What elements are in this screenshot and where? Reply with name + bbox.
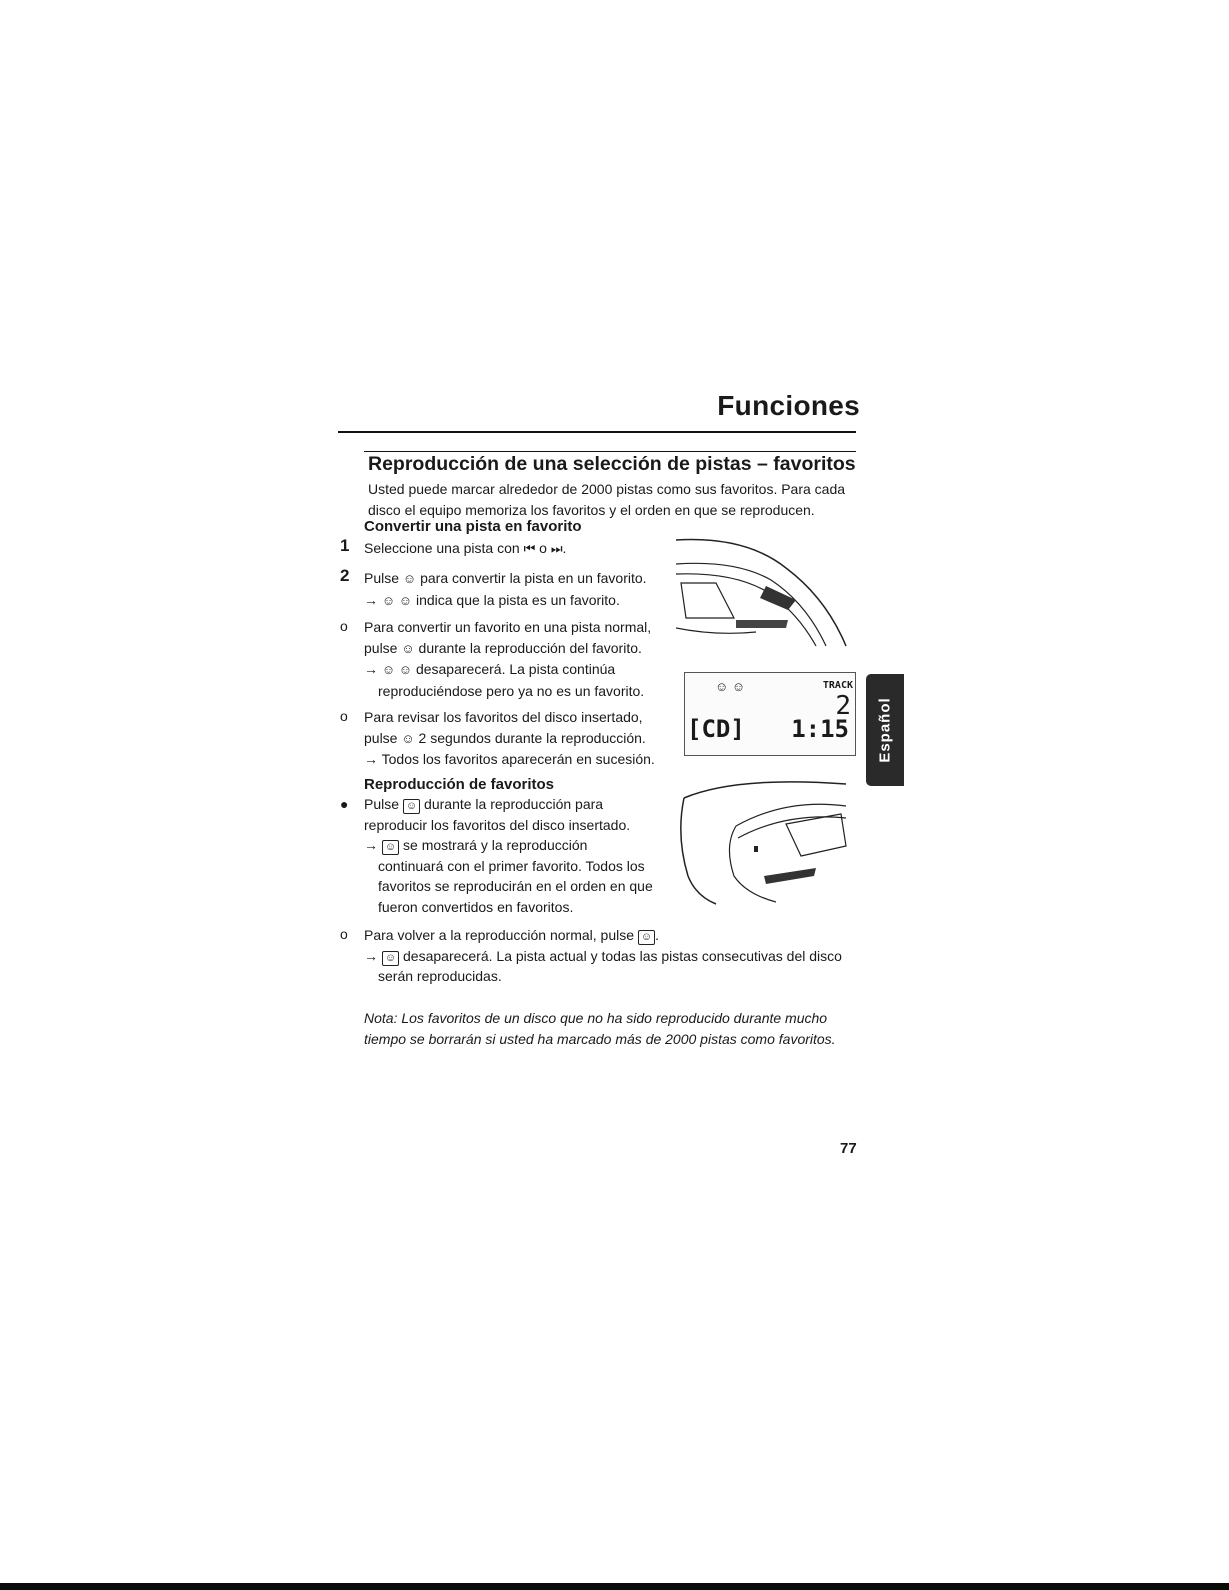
bullet-marker: ● xyxy=(340,796,349,812)
note-marker: o xyxy=(340,618,348,634)
display-track-label: TRACK xyxy=(822,680,853,691)
step-2-text: Pulse ☺ para convertir la pista en un favorito. → ☺ ☺ indica que la pista es un favorito. xyxy=(364,568,647,611)
arrow-icon: → xyxy=(364,661,378,677)
display-source: [CD] xyxy=(687,715,745,743)
arrow-icon: → xyxy=(364,837,378,853)
heading-rule xyxy=(364,451,856,452)
favorite-icon: ☺ xyxy=(401,730,415,746)
display-time: 1:15 xyxy=(791,715,849,743)
intro-line: Usted puede marcar alrededor de 2000 pistas como sus favoritos. Para cada xyxy=(368,481,846,497)
play-favorites-step: Pulse ☺ durante la reproducción para reproducir los favoritos del disco insertado. → ☺ se mostrará y la reproducción continuará con el primer favorito. Todos los favoritos se reproducirán en el orden en que fueron convertidos en favoritos. xyxy=(364,796,653,915)
display-favorite-icons: ☺ ☺ xyxy=(715,679,746,694)
intro-line: disco el equipo memoriza los favoritos y el orden en que se reproducen. xyxy=(368,502,815,518)
play-subheading: Reproducción de favoritos xyxy=(364,776,555,793)
next-track-icon: ⏭ xyxy=(550,541,563,556)
lcd-display xyxy=(684,672,856,756)
display-track-number: 2 xyxy=(835,691,851,721)
note-paragraph: Nota: Los favoritos de un disco que no ha sido reproducido durante mucho tiempo se borrarán si usted ha marcado más de 2000 pistas como favoritos. xyxy=(364,1010,836,1047)
language-tab xyxy=(866,674,904,786)
page-number: 77 xyxy=(840,1140,857,1157)
favorites-play-icon: ☺ xyxy=(403,799,420,814)
note-convert-normal: Para convertir un favorito en una pista normal, pulse ☺ durante la reproducción del favorito. → ☺ ☺ desaparecerá. La pista continúa reproduciéndose pero ya no es un favorito. xyxy=(364,619,652,699)
intro-paragraph xyxy=(368,479,868,521)
section-heading: Reproducción de una selección de pistas – favoritos xyxy=(368,453,856,475)
convert-subheading: Convertir una pista en favorito xyxy=(364,518,582,535)
device-top-illustration xyxy=(676,528,856,648)
favorite-display-icon: ☺ ☺ xyxy=(381,592,413,608)
bottom-edge-bar xyxy=(0,1583,1229,1590)
note-marker: o xyxy=(340,708,348,724)
favorite-icon: ☺ xyxy=(401,640,415,656)
arrow-icon: → xyxy=(364,947,378,964)
favorites-play-icon: ☺ xyxy=(382,840,399,855)
note-normal-playback: Para volver a la reproducción normal, pulse ☺ . → ☺ desaparecerá. La pista actual y todas las pistas consecutivas del disco serán reproducidas. xyxy=(364,927,842,984)
title-rule xyxy=(338,431,856,433)
step-2-marker: 2 xyxy=(340,566,350,585)
arrow-icon: → xyxy=(364,751,378,767)
device-side-illustration xyxy=(676,776,856,906)
section-title: Funciones xyxy=(717,390,860,421)
step-1-text: Seleccione una pista con ⏮ o ⏭. xyxy=(364,538,566,560)
favorite-display-icon: ☺ ☺ xyxy=(381,662,413,677)
note-review-favorites: Para revisar los favoritos del disco insertado, pulse ☺ 2 segundos durante la reproducción. → Todos los favoritos aparecerán en sucesión. xyxy=(364,709,655,767)
favorite-icon: ☺ xyxy=(402,571,417,586)
language-tab-label: Español xyxy=(876,697,894,763)
arrow-icon: → xyxy=(364,591,378,608)
favorites-play-icon: ☺ xyxy=(638,930,655,945)
prev-track-icon: ⏮ xyxy=(523,541,536,556)
favorites-play-icon: ☺ xyxy=(382,951,399,966)
step-1-marker: 1 xyxy=(340,536,350,555)
note-marker: o xyxy=(340,926,348,942)
